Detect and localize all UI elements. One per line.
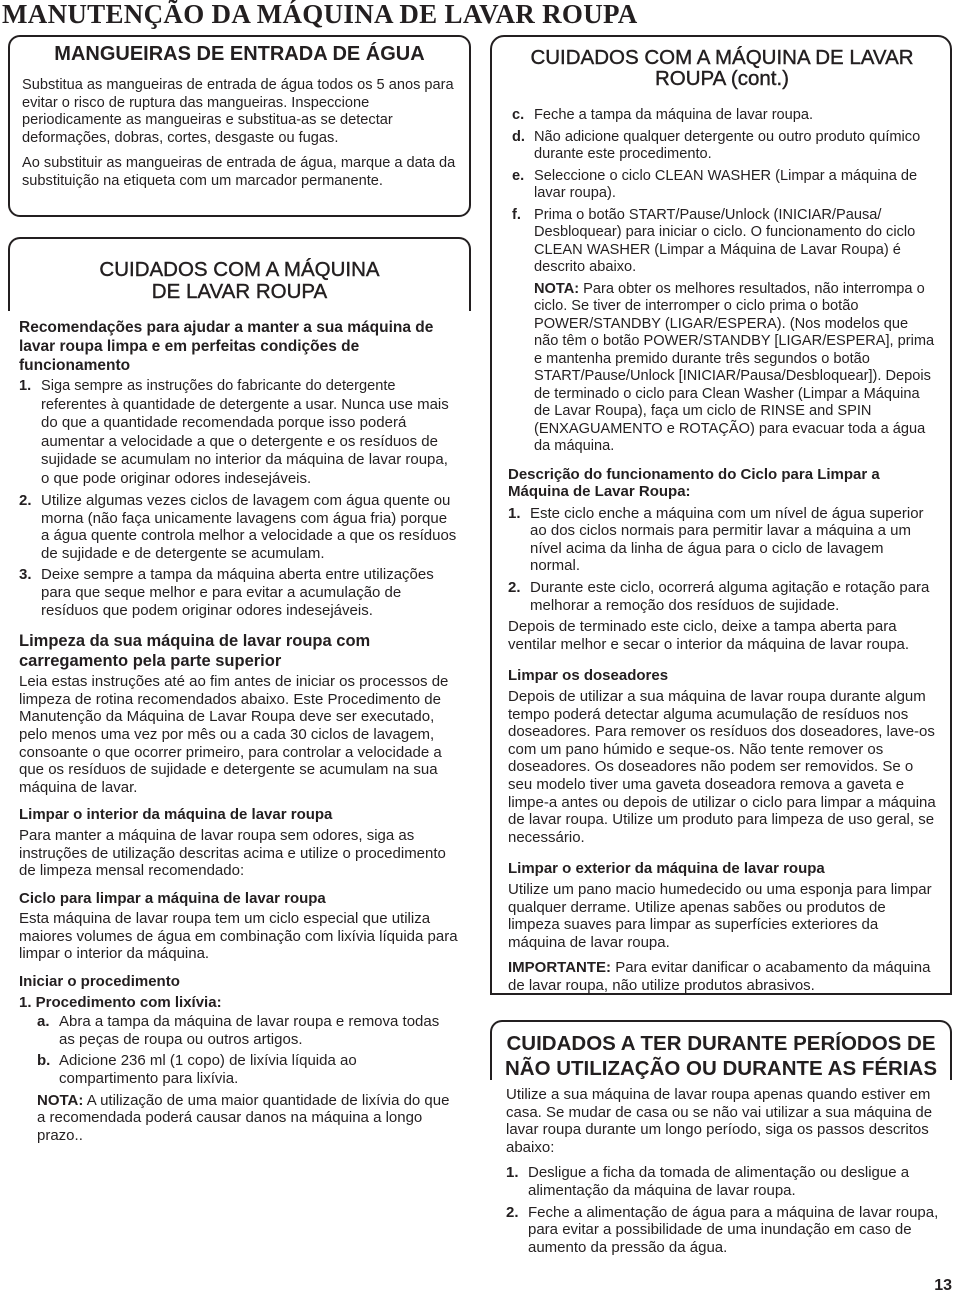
start-procedure-heading: Iniciar o procedimento <box>19 973 180 991</box>
recommendation-item-3 <box>19 566 459 619</box>
recommendation-item-3-number: 3. <box>19 566 32 584</box>
cycle-description-item-1 <box>508 505 936 575</box>
cont-step-c-letter: c. <box>512 107 525 123</box>
recommendation-item-2-text: Utilize algumas vezes ciclos de lavagem com água quente ou morna (não faça unicamente lavagens com água fria) porque a água quente controla melhor a velocidade a que os resíduos de sujidade e de detergente se acumulam. <box>41 492 457 562</box>
vacation-heading-line-2: NÃO UTILIZAÇÃO OU DURANTE AS FÉRIAS <box>504 1057 937 1080</box>
cont-step-d-text: Não adicione qualquer detergente ou outro produto químico durante este procedimento. <box>534 128 921 162</box>
bleach-step-a-text: Abra a tampa da máquina de lavar roupa e remova todas as peças de roupa ou outros artigos. <box>59 1013 440 1048</box>
clean-cycle-heading: Ciclo para limpar a máquina de lavar roupa <box>19 889 326 907</box>
recommendation-item-1-text-b: Nunca use mais do que a quantidade recomendada porque isso poderá aumentar a velocidade a que o detergente e os resíduos de sujidade se acumulam no interior da máquina de lavar roupa, o que pode originar odores indesejáveis. <box>41 395 449 487</box>
cycle-description-item-2-text: Durante este ciclo, ocorrerá alguma agitação e rotação para melhorar a remoção dos resíduos de sujidade. <box>530 579 930 614</box>
cont-step-c <box>512 107 936 125</box>
cycle-description-item-2 <box>508 579 936 614</box>
left-column <box>19 318 459 1144</box>
vacation-item-2 <box>506 1204 942 1257</box>
vacation-item-1 <box>506 1164 942 1199</box>
recommendation-item-2 <box>19 492 459 562</box>
cont-step-f <box>512 207 936 277</box>
vacation-item-2-number: 2. <box>506 1203 519 1221</box>
vacation-heading-box <box>490 1020 952 1080</box>
recommendations-heading: Recomendações para ajudar a manter a sua máquina de lavar roupa limpa e em perfeitas condições de funcionamento <box>19 319 434 374</box>
water-hoses-paragraph-2: Ao substituir as mangueiras de entrada de água, marque a data da substituição na etiqueta com um marcador permanente. <box>22 155 456 189</box>
vacation-item-1-number: 1. <box>506 1164 519 1182</box>
bleach-note-text: A utilização de uma maior quantidade de lixívia do que a recomendada poderá causar danos na máquina a longo prazo.. <box>37 1091 450 1144</box>
vacation-text: Utilize a sua máquina de lavar roupa apenas quando estiver em casa. Se mudar de casa ou se não vai utilizar a sua máquina de lavar roupa durante um longo período, siga os passos descritos abaixo: <box>506 1086 933 1156</box>
dispensers-text: Depois de utilizar a sua máquina de lavar roupa durante algum tempo poderá detectar alguma acumulação de resíduos nos doseadores. Para remover os resíduos dos doseadores, lave-os com um pano húmido e seque-os. Não tente remover os doseadores. Os doseadores não podem ser removidos. Se o seu modelo tiver uma gaveta doseadora remova a gaveta e limpe-a antes ou depois de utilizar o ciclo para limpar a máquina de lavar roupa. Utilize um produto para limpeza de uso geral, se necessário. <box>508 688 936 846</box>
cont-note-text: Para obter os melhores resultados, não interrompa o ciclo. Se tiver de interromper o ciclo prima o botão POWER/STANDBY (LIGAR/ESPERA). (Nos modelos que não têm o botão POWER/STANDBY [LIGAR/ESPERA], prima e mantenha premido durante três segundos o botão START/Pause/Unlock [INICIAR/Pausa/Desbloquear]). Depois de terminado o ciclo para Clean Washer (Limpar a Máquina de Lavar Roupa), faça um ciclo de RINSE and SPIN (ENXAGUAMENTO e ROTAÇÃO) para evacuar toda a água da máquina. <box>534 280 935 454</box>
washer-care-heading <box>10 259 469 303</box>
recommendation-item-3-text: Deixe sempre a tampa da máquina aberta entre utilizações para que seque melhor e para evitar a acumulação de resíduos que podem originar odores indesejáveis. <box>41 566 434 619</box>
washer-care-cont-heading-line-1: CUIDADOS COM A MÁQUINA DE LAVAR <box>530 46 914 69</box>
bleach-step-a-letter: a. <box>37 1013 50 1031</box>
bleach-note <box>37 1092 459 1145</box>
cont-step-c-text: Feche a tampa da máquina de lavar roupa. <box>534 107 814 123</box>
recommendation-item-1-number: 1. <box>19 378 32 394</box>
important-label: IMPORTANTE: <box>508 959 612 977</box>
page-title: MANUTENÇÃO DA MÁQUINA DE LAVAR ROUPA <box>2 0 638 29</box>
water-hoses-paragraph-1: Substitua as mangueiras de entrada de água todos os 5 anos para evitar o risco de ruptura das mangueiras. Inspeccione periodicamente as mangueiras e substitua-as se detectar deformações, dobras, cortes, desgaste ou fugas. <box>22 77 454 146</box>
bleach-step-b-text: Adicione 236 ml (1 copo) de lixívia líquida ao compartimento para lixívia. <box>59 1052 357 1088</box>
cont-step-f-letter: f. <box>512 206 521 223</box>
water-hoses-heading: MANGUEIRAS DE ENTRADA DE ÁGUA <box>54 43 425 65</box>
top-loader-text: Leia estas instruções até ao fim antes de iniciar os processos de limpeza de rotina recomendados abaixo. Este Procedimento de Manutenção da Máquina de Lavar Roupa deve ser executado, pelo menos uma vez por mês ou a cada 30 ciclos de lavagem, consoante o que ocorrer primeiro, para controlar a velocidade a que os resíduos de sujidade e detergente se acumulam na sua máquina de lavar. <box>19 673 449 796</box>
recommendation-item-2-number: 2. <box>19 492 32 509</box>
interior-text: Para manter a máquina de lavar roupa sem odores, siga as instruções de utilização descritas acima e utilize o procedimento de limpeza mensal recomendado: <box>19 826 446 880</box>
cycle-description-heading: Descrição do funcionamento do Ciclo para Limpar a Máquina de Lavar Roupa: <box>508 465 880 501</box>
after-cycle-text: Depois de terminado este ciclo, deixe a tampa aberta para ventilar melhor e secar o interior da máquina de lavar roupa. <box>508 618 910 653</box>
cont-step-f-text: Prima o botão START/Pause/Unlock (INICIAR/Pausa/ Desbloquear) para iniciar o ciclo. O funcionamento do ciclo CLEAN WASHER (Limpar a Máquina de Lavar Roupa) é descrito abaixo. <box>534 206 916 275</box>
cont-steps <box>508 107 936 456</box>
bleach-step-b-letter: b. <box>37 1052 51 1070</box>
vacation-item-2-text: Feche a alimentação de água para a máquina de lavar roupa, para evitar a possibilidade de uma inundação em caso de aumento da pressão da água. <box>528 1203 939 1256</box>
cont-note-label: NOTA: <box>534 280 580 297</box>
bleach-note-label: NOTA: <box>37 1091 84 1109</box>
washer-care-heading-line-1: CUIDADOS COM A MÁQUINA <box>99 258 380 281</box>
cont-step-e <box>512 168 936 203</box>
exterior-heading: Limpar o exterior da máquina de lavar roupa <box>508 860 825 878</box>
washer-care-cont-section <box>490 35 952 995</box>
top-loader-heading: Limpeza da sua máquina de lavar roupa com carregamento pela parte superior <box>19 632 371 671</box>
dispensers-heading: Limpar os doseadores <box>508 667 669 685</box>
washer-care-cont-heading <box>508 47 936 89</box>
cont-step-d-letter: d. <box>512 128 525 145</box>
washer-care-heading-line-2: DE LAVAR ROUPA <box>151 280 328 303</box>
vacation-heading-line-1: CUIDADOS A TER DURANTE PERÍODOS DE <box>506 1032 936 1055</box>
recommendation-item-1 <box>19 378 459 488</box>
bleach-procedure-heading: 1. Procedimento com lixívia: <box>19 993 222 1011</box>
vacation-heading <box>492 1031 950 1081</box>
page-number: 13 <box>934 1277 952 1294</box>
vacation-section <box>506 1086 942 1256</box>
cont-step-e-letter: e. <box>512 167 525 184</box>
recommendation-item-1-text-a: Siga sempre as instruções do fabricante do detergente referentes à quantidade de detergente a usar. <box>41 378 396 413</box>
cont-step-e-text: Seleccione o ciclo CLEAN WASHER (Limpar a máquina de lavar roupa). <box>534 167 918 201</box>
bleach-step-a <box>37 1013 459 1048</box>
exterior-text: Utilize um pano macio humedecido ou uma esponja para limpar qualquer derrame. Utilize apenas sabões ou produtos de limpeza suaves para limpar as superfícies exteriores da máquina de lavar roupa. <box>508 880 932 951</box>
cont-note <box>512 281 936 456</box>
water-hoses-section <box>8 35 471 217</box>
important-note <box>508 959 936 994</box>
vacation-item-1-text: Desligue a ficha da tomada de alimentação ou desligue a alimentação da máquina de lavar roupa. <box>528 1164 910 1199</box>
cont-step-d <box>512 129 936 164</box>
interior-heading: Limpar o interior da máquina de lavar roupa <box>19 806 333 824</box>
cycle-description-item-1-text: Este ciclo enche a máquina com um nível de água superior ao dos ciclos normais para permitir lavar a máquina a um nível acima da linha de água para o ciclo de lavagem normal. <box>530 504 924 575</box>
cycle-description-item-2-number: 2. <box>508 579 521 597</box>
clean-cycle-text: Esta máquina de lavar roupa tem um ciclo especial que utiliza maiores volumes de água em combinação com lixívia líquida para limpar o interior da máquina. <box>19 910 458 963</box>
cycle-description-item-1-number: 1. <box>508 504 521 522</box>
washer-care-heading-box <box>8 237 471 311</box>
bleach-step-b <box>37 1052 459 1087</box>
important-text: Para evitar danificar o acabamento da máquina de lavar roupa, não utilize produtos abrasivos. <box>508 959 931 994</box>
washer-care-cont-heading-line-2: ROUPA (cont.) <box>654 67 790 90</box>
